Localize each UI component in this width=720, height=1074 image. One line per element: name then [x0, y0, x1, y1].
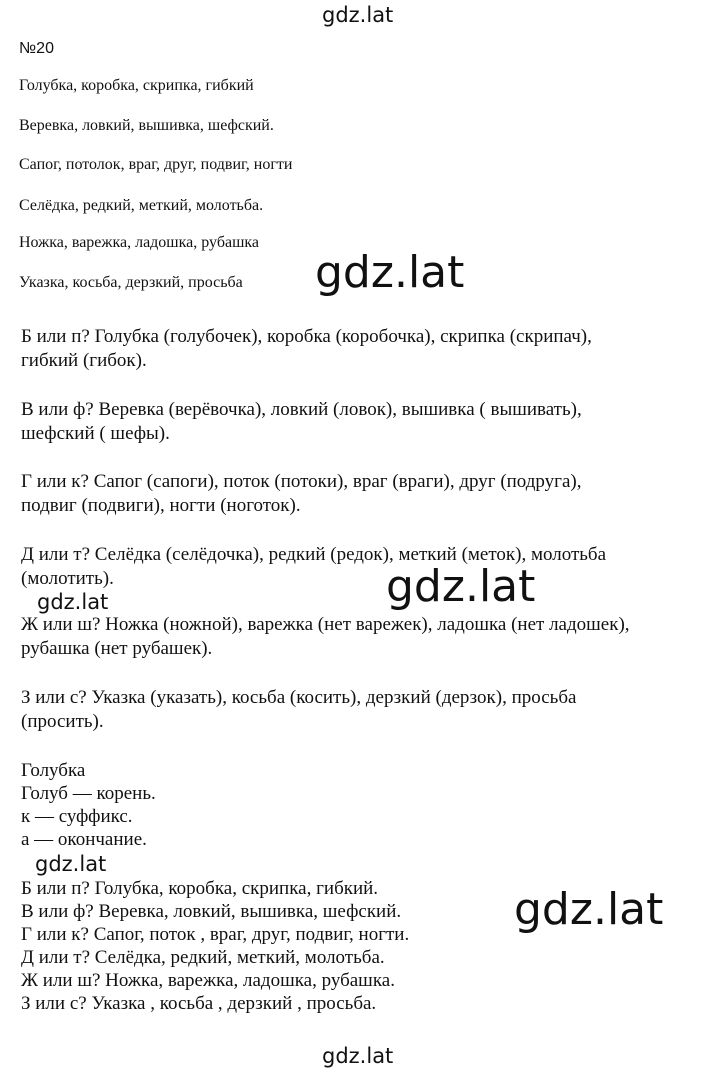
explanation-line: Ж или ш? Ножка (ножной), варежка (нет варежек), ладошка (нет ладошек), — [21, 614, 630, 635]
summary-line: Ж или ш? Ножка, варежка, ладошка, рубашка. — [21, 970, 395, 991]
summary-line: В или ф? Веревка, ловкий, вышивка, шефский. — [21, 901, 402, 922]
explanation-paragraph — [21, 470, 581, 518]
word-group-line: Голубка, коробка, скрипка, гибкий — [19, 77, 254, 94]
watermark-bottom: gdz.lat — [322, 1044, 394, 1068]
explanation-line: шефский ( шефы). — [21, 423, 170, 444]
watermark-large-2: gdz.lat — [386, 561, 536, 612]
explanation-line: В или ф? Веревка (верёвочка), ловкий (ловок), вышивка ( вышивать), — [21, 399, 582, 420]
exercise-number: №20 — [19, 40, 54, 57]
analysis-line: Голуб — корень. — [21, 783, 156, 804]
summary-line: З или с? Указка , косьба , дерзкий , просьба. — [21, 993, 377, 1014]
watermark-small-1: gdz.lat — [37, 590, 109, 614]
word-group-line: Веревка, ловкий, вышивка, шефский. — [19, 117, 274, 134]
watermark-top: gdz.lat — [322, 3, 394, 27]
explanation-paragraph — [21, 398, 582, 446]
word-group-line: Селёдка, редкий, меткий, молотьба. — [19, 197, 264, 214]
explanation-line: Б или п? Голубка (голубочек), коробка (коробочка), скрипка (скрипач), — [21, 326, 592, 347]
analysis-line: а — окончание. — [21, 829, 147, 850]
explanation-line: (просить). — [21, 711, 104, 732]
explanation-line: Г или к? Сапог (сапоги), поток (потоки), враг (враги), друг (подруга), — [21, 471, 582, 492]
word-group-line: Указка, косьба, дерзкий, просьба — [19, 274, 243, 291]
explanation-paragraph — [21, 686, 576, 734]
explanation-line: гибкий (гибок). — [21, 350, 147, 371]
summary-line: Д или т? Селёдка, редкий, меткий, молотьба. — [21, 947, 385, 968]
explanation-line: Д или т? Селёдка (селёдочка), редкий (редок), меткий (меток), молотьба — [21, 544, 607, 565]
explanation-paragraph — [21, 613, 630, 661]
word-group-line: Ножка, варежка, ладошка, рубашка — [19, 234, 260, 251]
analysis-line: Голубка — [21, 760, 86, 781]
summary-list — [21, 877, 409, 1015]
word-group-line: Сапог, потолок, враг, друг, подвиг, ногти — [19, 156, 293, 173]
explanation-line: рубашка (нет рубашек). — [21, 638, 213, 659]
watermark-large-3: gdz.lat — [514, 884, 664, 935]
analysis-line: к — суффикс. — [21, 806, 133, 827]
explanation-paragraph — [21, 325, 592, 373]
explanation-line: (молотить). — [21, 568, 114, 589]
explanation-line: подвиг (подвиги), ногти (ноготок). — [21, 495, 301, 516]
watermark-large-1: gdz.lat — [315, 247, 465, 298]
watermark-small-2: gdz.lat — [35, 852, 107, 876]
explanation-paragraph — [21, 543, 606, 591]
summary-line: Б или п? Голубка, коробка, скрипка, гибкий. — [21, 878, 379, 899]
summary-line: Г или к? Сапог, поток , враг, друг, подвиг, ногти. — [21, 924, 410, 945]
word-analysis — [21, 759, 156, 851]
explanation-line: З или с? Указка (указать), косьба (косить), дерзкий (дерзок), просьба — [21, 687, 577, 708]
